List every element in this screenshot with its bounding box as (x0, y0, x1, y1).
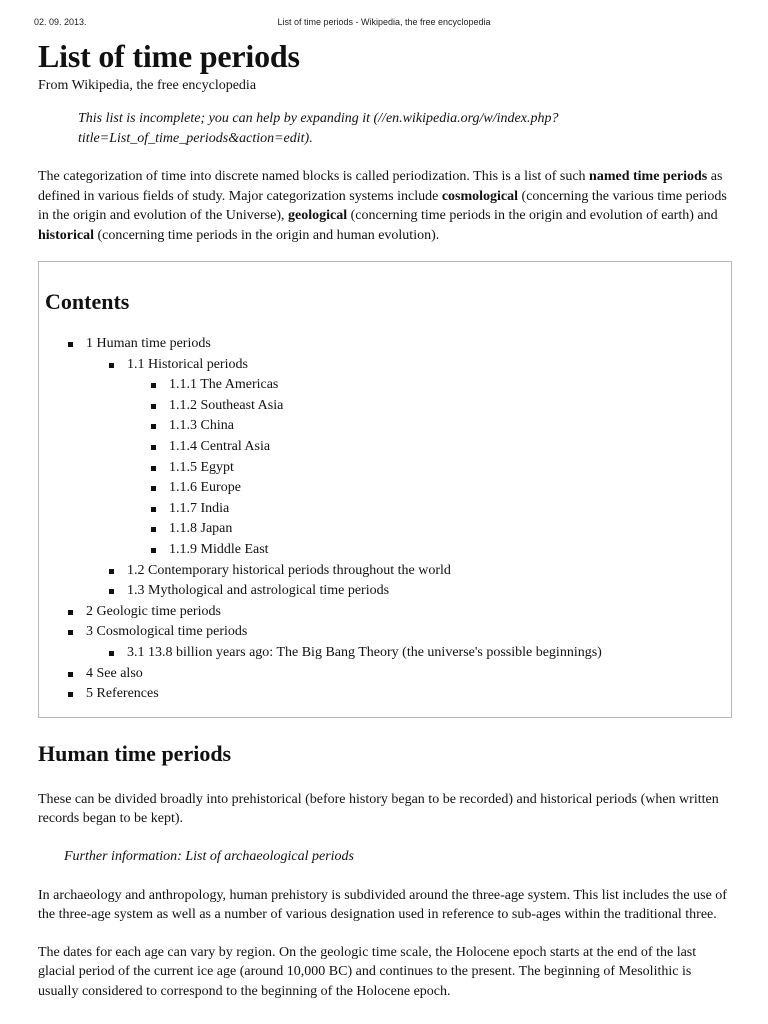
toc-item[interactable] (45, 664, 725, 685)
print-header (34, 17, 730, 31)
toc-item[interactable] (45, 643, 725, 664)
toc-link[interactable]: 1.1.7 India (169, 500, 230, 516)
toc-link[interactable]: 3.1 13.8 billion years ago: The Big Bang Theory (the universe's possible beginnings) (127, 644, 602, 660)
bullet-icon (151, 424, 156, 429)
human-periods-paragraph-2: In archaeology and anthropology, human prehistory is subdivided around the three-age system. This list includes the use of the three-age system as well as a number of various designation used in reference to sub-ages within the traditional three. (38, 887, 727, 923)
bullet-icon (68, 672, 73, 677)
toc-item[interactable] (45, 602, 725, 623)
bullet-icon (68, 610, 73, 615)
toc-link[interactable]: 4 See also (86, 665, 143, 681)
further-information-note[interactable]: Further information: List of archaeological periods (64, 848, 354, 864)
print-date: 02. 09. 2013. (34, 17, 87, 27)
bullet-icon (151, 527, 156, 532)
table-of-contents (38, 261, 732, 718)
toc-link[interactable]: 1 Human time periods (86, 336, 211, 351)
bullet-icon (109, 651, 114, 656)
toc-item[interactable] (45, 519, 725, 540)
incomplete-list-notice (78, 109, 678, 149)
toc-link[interactable]: 2 Geologic time periods (86, 603, 221, 619)
bullet-icon (68, 342, 73, 347)
intro-text-4: (concerning time periods in the origin and evolution of earth) and (347, 208, 718, 223)
toc-link[interactable]: 1.1 Historical periods (127, 356, 248, 372)
toc-item[interactable] (45, 684, 725, 705)
intro-text-3: (concerning the various time periods in the origin and evolution of the Universe), (38, 188, 727, 223)
toc-link[interactable]: 1.3 Mythological and astrological time periods (127, 583, 390, 599)
section-heading-human-time-periods: Human time periods (38, 740, 232, 766)
intro-bold-named-time-periods: named time periods (589, 169, 708, 184)
toc-item[interactable] (45, 478, 725, 499)
article-body (38, 36, 732, 1001)
toc-item[interactable] (45, 355, 725, 376)
bullet-icon (151, 404, 156, 409)
intro-bold-cosmological: cosmological (441, 188, 519, 204)
toc-link[interactable]: 3 Cosmological time periods (86, 624, 248, 640)
intro-bold-geological: geological (288, 208, 348, 223)
page-title: List of time periods (38, 38, 300, 74)
bullet-icon (109, 363, 114, 368)
intro-text-1: The categorization of time into discrete named blocks is called periodization. This is a list of such (38, 169, 590, 184)
intro-text-2: as defined in various fields of study. Major categorization systems include (38, 169, 723, 204)
toc-item[interactable] (45, 416, 725, 437)
print-page-title: List of time periods - Wikipedia, the free encyclopedia (277, 17, 491, 27)
bullet-icon (151, 383, 156, 388)
toc-link[interactable]: 1.1.8 Japan (169, 521, 233, 537)
toc-link[interactable]: 1.1.2 Southeast Asia (169, 397, 284, 413)
bullet-icon (68, 630, 73, 635)
bullet-icon (151, 507, 156, 512)
bullet-icon (151, 548, 156, 553)
toc-link[interactable]: 1.1.3 China (169, 418, 234, 434)
toc-item[interactable] (45, 622, 725, 643)
bullet-icon (68, 692, 73, 697)
bullet-icon (151, 445, 156, 450)
toc-link[interactable]: 1.1.6 Europe (169, 480, 241, 496)
toc-link[interactable]: 5 References (86, 686, 159, 702)
expand-list-link[interactable]: title=List_of_time_periods&action=edit). (78, 131, 313, 146)
human-periods-paragraph-1: These can be divided broadly into prehistorical (before history began to be recorded) and historical periods (when written records began to be kept). (38, 791, 719, 827)
toc-list (45, 334, 725, 705)
toc-link[interactable]: 1.1.5 Egypt (169, 459, 234, 475)
toc-item[interactable] (45, 561, 725, 582)
toc-item[interactable] (45, 375, 725, 396)
intro-text-5: (concerning time periods in the origin and human evolution). (94, 227, 440, 243)
human-periods-paragraph-3: The dates for each age can vary by region. On the geologic time scale, the Holocene epoch starts at the end of the last glacial period of the current ice age (around 10,000 BC) and continues to the present. The beginning of Mesolithic is usually considered to correspond to the beginning of the Holocene epoch. (38, 944, 697, 999)
toc-item[interactable] (45, 396, 725, 417)
incomplete-notice-text: This list is incomplete; you can help by expanding it (//en.wikipedia.org/w/index.php? (78, 111, 559, 126)
toc-link[interactable]: 1.1.1 The Americas (169, 377, 279, 393)
intro-bold-historical: historical (38, 227, 94, 243)
bullet-icon (151, 486, 156, 491)
toc-item[interactable] (45, 581, 725, 602)
toc-link[interactable]: 1.1.9 Middle East (169, 541, 269, 557)
toc-link[interactable]: 1.1.4 Central Asia (169, 438, 271, 454)
bullet-icon (109, 569, 114, 574)
bullet-icon (109, 589, 114, 594)
tagline: From Wikipedia, the free encyclopedia (38, 78, 257, 93)
toc-item[interactable] (45, 499, 725, 520)
toc-title: Contents (45, 289, 130, 314)
intro-paragraph (38, 167, 732, 245)
toc-item[interactable] (45, 334, 725, 355)
bullet-icon (151, 466, 156, 471)
toc-item[interactable] (45, 540, 725, 561)
toc-link[interactable]: 1.2 Contemporary historical periods throughout the world (127, 562, 451, 578)
toc-item[interactable] (45, 437, 725, 458)
toc-item[interactable] (45, 458, 725, 479)
